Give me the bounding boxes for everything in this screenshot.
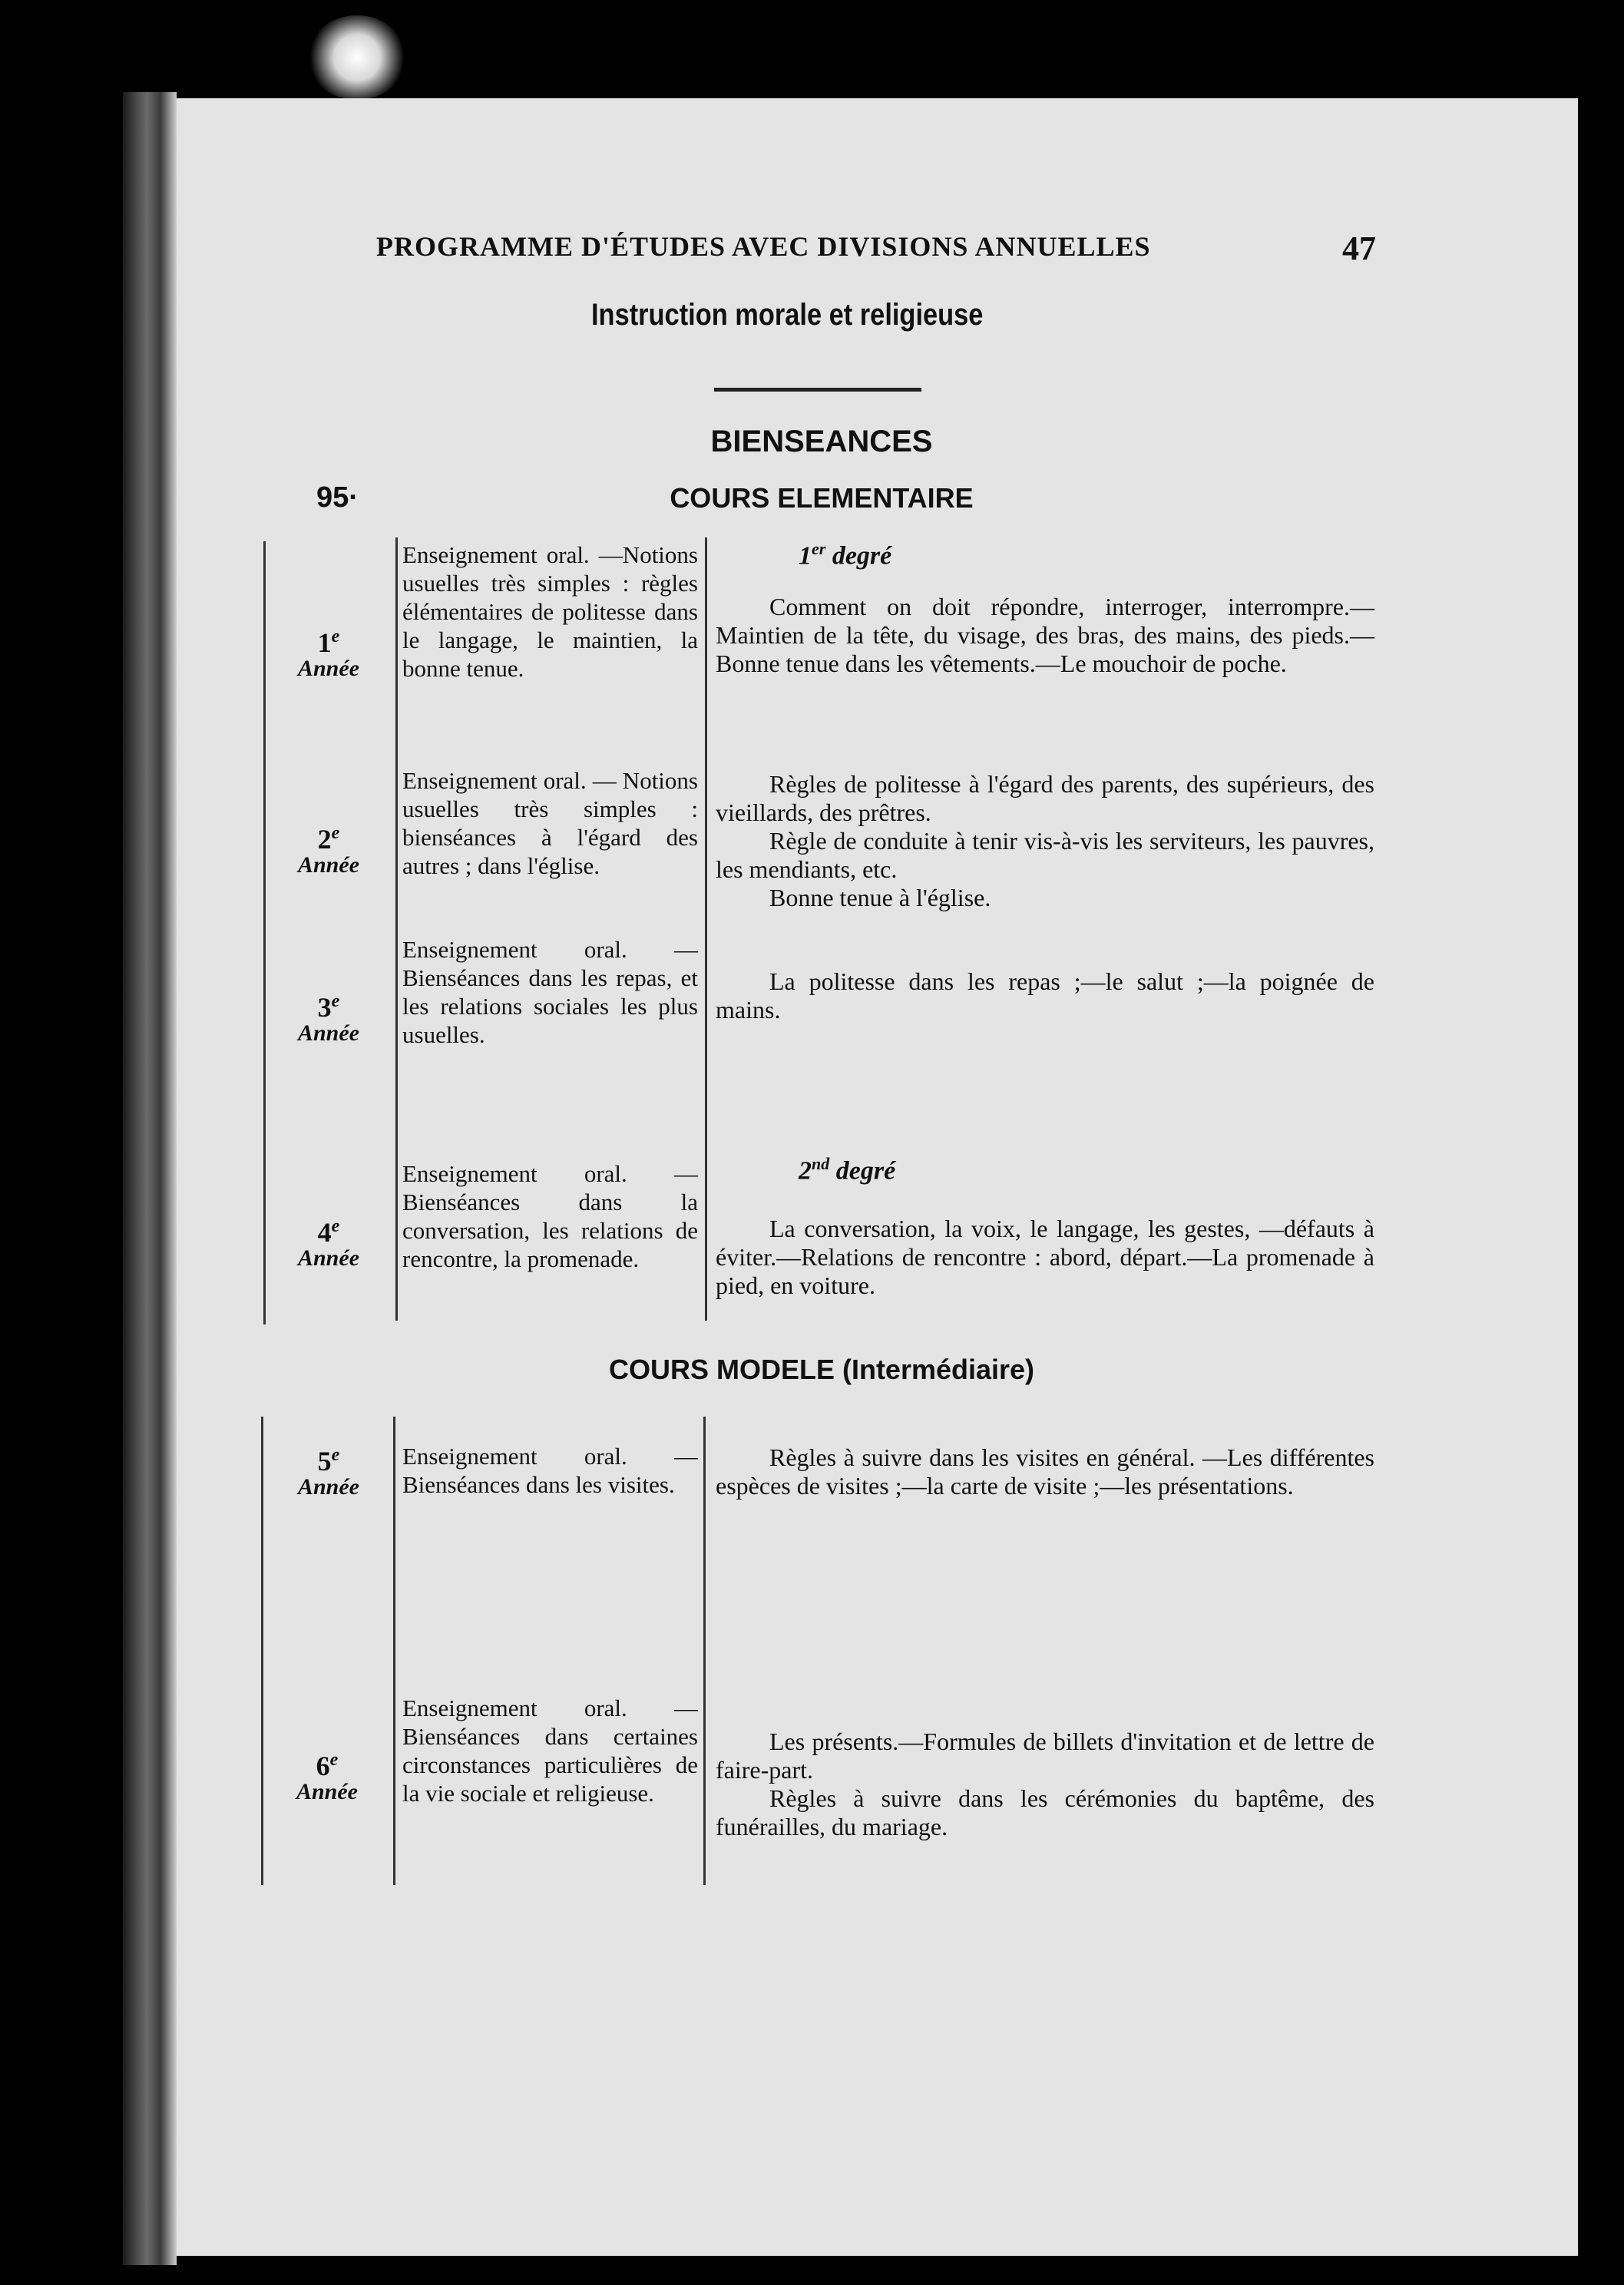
year-1-teaching: Enseignement oral. —Notions usuelles très simples : règles élémentaires de politesse dans le langage, le maintien, la bonne tenue. — [402, 541, 698, 682]
title-rule — [714, 388, 921, 392]
year-1-content: Comment on doit répondre, interroger, interrompre.—Maintien de la tête, du visage, des bras, des mains, des pieds.—Bonne tenue dans les vêtements.—Le mouchoir de poche. — [716, 593, 1374, 677]
year-2-teaching: Enseignement oral. — Notions usuelles très simples : bienséances à l'égard des autres ; dans l'église. — [402, 767, 698, 879]
year-2-content: Règles de politesse à l'égard des parents, des supérieurs, des vieillards, des prêtres. Règle de conduite à tenir vis-à-vis les serviteurs, les pauvres, les mendiants, etc. Bonne tenue à l'église. — [716, 770, 1374, 911]
light-glare — [307, 15, 407, 100]
table-line-middle — [395, 537, 398, 1321]
table-line-left — [263, 541, 266, 1324]
year-5-content: Règles à suivre dans les visites en général. —Les différentes espèces de visites ;—la carte de visite ;—les présentations. — [716, 1443, 1374, 1500]
year-2-label: 2e Année — [297, 823, 359, 878]
running-header: PROGRAMME D'ÉTUDES AVEC DIVISIONS ANNUELLES — [376, 231, 1151, 262]
year-3-teaching: Enseignement oral. —Bienséances dans les repas, et les relations sociales les plus usuelles. — [402, 936, 698, 1048]
year-4-label: 4e Année — [297, 1216, 359, 1271]
year-4-teaching: Enseignement oral. —Bienséances dans la conversation, les relations de rencontre, la promenade. — [402, 1160, 698, 1272]
degree-1-label: 1er degré — [799, 539, 892, 570]
year-6-content: Les présents.—Formules de billets d'invitation et de lettre de faire-part. Règles à suivre dans les cérémonies du baptême, des funérailles, du mariage. — [716, 1728, 1374, 1840]
book-spine — [123, 92, 177, 2265]
item-number: 95· — [316, 481, 359, 514]
section-title: BIENSEANCES — [710, 425, 933, 458]
table-line-right — [705, 537, 707, 1321]
year-3-content: La politesse dans les repas ;—le salut ;—la poignée de mains. — [716, 967, 1374, 1023]
year-4-content: La conversation, la voix, le langage, les gestes, —défauts à éviter.—Relations de rencontre : abord, départ.—La promenade à pied, en voiture. — [716, 1215, 1374, 1299]
course-title-elementaire: COURS ELEMENTAIRE — [670, 482, 974, 514]
year-6-teaching: Enseignement oral. —Bienséances dans certaines circonstances particulières de la vie sociale et religieuse. — [402, 1695, 698, 1807]
course-title-modele: COURS MODELE (Intermédiaire) — [608, 1354, 1035, 1385]
degree-2-label: 2nd degré — [799, 1154, 896, 1185]
year-5-label: 5e Année — [297, 1445, 359, 1500]
year-3-label: 3e Année — [297, 991, 359, 1046]
year-5-teaching: Enseignement oral. —Bienséances dans les visites. — [402, 1443, 698, 1498]
table-line-middle-2 — [393, 1417, 395, 1885]
table-line-left-2 — [261, 1417, 263, 1885]
table-line-right-2 — [703, 1417, 706, 1885]
page-number: 47 — [1342, 230, 1376, 267]
year-6-label: 6e Année — [296, 1750, 358, 1804]
page-subtitle: Instruction morale et religieuse — [591, 298, 984, 332]
year-1-label: 1e Année — [297, 627, 359, 681]
